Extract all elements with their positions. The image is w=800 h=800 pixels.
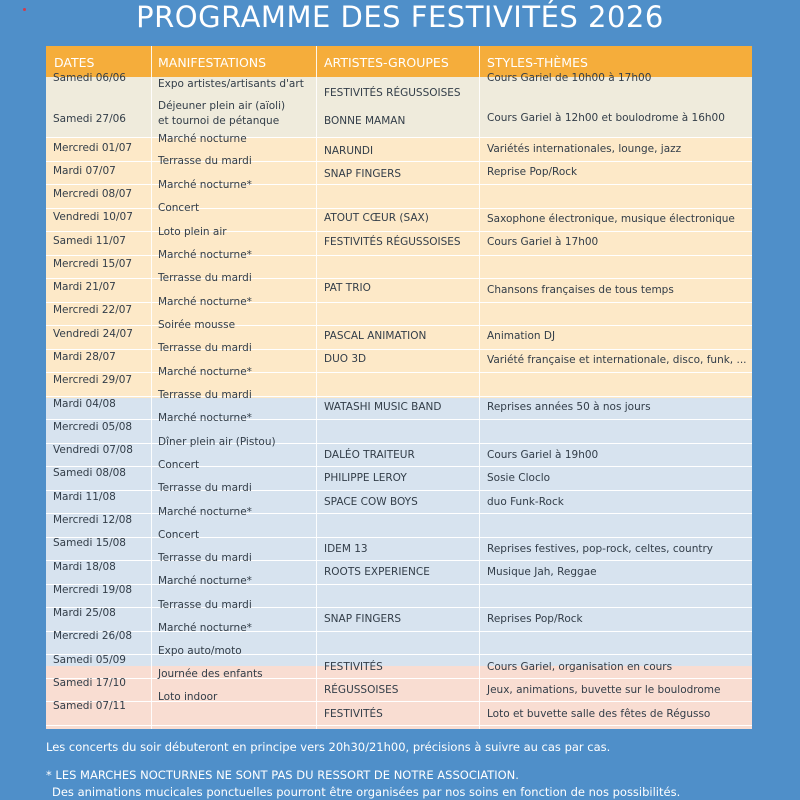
date-cell: Mardi 04/08 xyxy=(53,398,116,410)
date-cell: Samedi 05/09 xyxy=(53,654,126,666)
date-cell: Samedi 17/10 xyxy=(53,677,126,689)
style-cell: Sosie Cloclo xyxy=(487,472,551,484)
date-cell: Vendredi 10/07 xyxy=(53,211,133,223)
manifestation-cell: Journée des enfants xyxy=(158,668,263,680)
date-cell: Samedi 27/06 xyxy=(53,113,126,125)
date-cell: Samedi 15/08 xyxy=(53,537,126,549)
header-dates: DATES xyxy=(54,55,95,70)
style-cell: Reprises Pop/Rock xyxy=(487,613,583,625)
manifestation-cell: Terrasse du mardi xyxy=(158,599,252,611)
date-cell: Mardi 21/07 xyxy=(53,281,116,293)
date-cell: Mardi 28/07 xyxy=(53,351,116,363)
manifestation-cell: Marché nocturne* xyxy=(158,179,252,191)
date-cell: Mercredi 26/08 xyxy=(53,630,133,642)
manifestation-cell: Loto plein air xyxy=(158,226,227,238)
manifestation-cell: Soirée mousse xyxy=(158,319,236,331)
manifestation-cell: Terrasse du mardi xyxy=(158,155,252,167)
artist-cell: DUO 3D xyxy=(324,353,367,365)
manifestation-cell: Concert xyxy=(158,459,200,471)
header-manifestations: MANIFESTATIONS xyxy=(158,55,267,70)
manifestation-cell: Marché nocturne* xyxy=(158,296,252,308)
date-cell: Mercredi 19/08 xyxy=(53,584,133,596)
manifestation-cell: Terrasse du mardi xyxy=(158,552,252,564)
header-artists: ARTISTES-GROUPES xyxy=(324,55,449,70)
manifestation-cell: Concert xyxy=(158,202,200,214)
style-cell: Variétés internationales, lounge, jazz xyxy=(487,143,682,155)
style-cell: Loto et buvette salle des fêtes de Régusso xyxy=(487,708,711,720)
date-cell: Samedi 08/08 xyxy=(53,467,126,479)
footnote-markets: * LES MARCHES NOCTURNES NE SONT PAS DU RESSORT DE NOTRE ASSOCIATION. xyxy=(46,768,519,782)
column-divider xyxy=(316,46,317,729)
artist-cell: PHILIPPE LEROY xyxy=(324,472,407,484)
date-cell: Mercredi 08/07 xyxy=(53,188,133,200)
manifestation-cell: Concert xyxy=(158,529,200,541)
date-cell: Mardi 25/08 xyxy=(53,607,116,619)
artist-cell: PASCAL ANIMATION xyxy=(324,330,427,342)
date-cell: Mercredi 05/08 xyxy=(53,421,133,433)
manifestation-cell: Terrasse du mardi xyxy=(158,389,252,401)
page-title: PROGRAMME DES FESTIVITÉS 2026 xyxy=(136,0,664,34)
manifestation-cell: Expo artistes/artisants d'art xyxy=(158,78,304,90)
style-cell: Animation DJ xyxy=(487,330,556,342)
style-cell: Cours Gariel de 10h00 à 17h00 xyxy=(487,72,652,84)
style-cell: Jeux, animations, buvette sur le boulodrome xyxy=(487,684,721,696)
column-divider xyxy=(479,46,480,729)
style-cell: Reprise Pop/Rock xyxy=(487,166,578,178)
artist-cell: PAT TRIO xyxy=(324,282,371,294)
style-cell: Reprises festives, pop-rock, celtes, country xyxy=(487,543,714,555)
style-cell: Cours Gariel, organisation en cours xyxy=(487,661,673,673)
date-cell: Mercredi 12/08 xyxy=(53,514,133,526)
artist-cell: SPACE COW BOYS xyxy=(324,496,418,508)
artist-cell: FESTIVITÉS xyxy=(324,708,383,720)
manifestation-cell: Expo auto/moto xyxy=(158,645,242,657)
date-cell: Mardi 18/08 xyxy=(53,561,116,573)
artist-cell: DALÉO TRAITEUR xyxy=(324,449,415,461)
date-cell: Mercredi 15/07 xyxy=(53,258,133,270)
date-cell: Mercredi 22/07 xyxy=(53,304,133,316)
manifestation-cell: Marché nocturne* xyxy=(158,575,252,587)
style-cell: Chansons françaises de tous temps xyxy=(487,284,674,296)
manifestation-cell: Terrasse du mardi xyxy=(158,272,252,284)
date-cell: Samedi 11/07 xyxy=(53,235,126,247)
manifestation-cell: Loto indoor xyxy=(158,691,218,703)
artist-cell: FESTIVITÉS RÉGUSSOISES xyxy=(324,236,461,248)
date-cell: Mercredi 01/07 xyxy=(53,142,133,154)
style-cell: Variété française et internationale, disco, funk, ... xyxy=(487,354,747,366)
style-cell: Cours Gariel à 19h00 xyxy=(487,449,599,461)
header-styles: STYLES-THÈMES xyxy=(487,55,588,70)
artist-cell: ATOUT CŒUR (SAX) xyxy=(324,212,429,224)
style-cell: Musique Jah, Reggae xyxy=(487,566,597,578)
artist-cell: NARUNDI xyxy=(324,145,374,157)
artist-cell: FESTIVITÉS RÉGUSSOISES xyxy=(324,87,461,99)
column-divider xyxy=(151,46,152,729)
artist-cell: IDEM 13 xyxy=(324,543,368,555)
manifestation-cell: Terrasse du mardi xyxy=(158,342,252,354)
date-cell: Mardi 11/08 xyxy=(53,491,116,503)
artist-cell: ROOTS EXPERIENCE xyxy=(324,566,430,578)
manifestation-cell: Marché nocturne xyxy=(158,133,247,145)
date-cell: Mercredi 29/07 xyxy=(53,374,133,386)
manifestation-cell: Dîner plein air (Pistou) xyxy=(158,436,276,448)
artist-cell: BONNE MAMAN xyxy=(324,115,406,127)
date-cell: Mardi 07/07 xyxy=(53,165,116,177)
footnote-animations: Des animations mucicales ponctuelles pourront être organisées par nos soins en fonction de nos possibilités. xyxy=(52,785,681,799)
style-cell: Reprises années 50 à nos jours xyxy=(487,401,651,413)
artist-cell: WATASHI MUSIC BAND xyxy=(324,401,442,413)
manifestation-cell: et tournoi de pétanque xyxy=(158,115,280,127)
style-cell: Cours Gariel à 12h00 et boulodrome à 16h00 xyxy=(487,112,725,124)
footnote-concerts: Les concerts du soir débuteront en principe vers 20h30/21h00, précisions à suivre au cas par cas. xyxy=(46,740,611,754)
artist-cell: SNAP FINGERS xyxy=(324,613,402,625)
date-cell: Samedi 06/06 xyxy=(53,72,126,84)
artist-cell: FESTIVITÉS xyxy=(324,661,383,673)
manifestation-cell: Marché nocturne* xyxy=(158,249,252,261)
festivities-table xyxy=(46,46,752,729)
date-cell: Vendredi 07/08 xyxy=(53,444,133,456)
manifestation-cell: Marché nocturne* xyxy=(158,622,252,634)
artist-cell: SNAP FINGERS xyxy=(324,168,402,180)
date-cell: Samedi 07/11 xyxy=(53,700,126,712)
style-cell: duo Funk-Rock xyxy=(487,496,564,508)
manifestation-cell: Déjeuner plein air (aïoli) xyxy=(158,100,286,112)
artist-cell: RÉGUSSOISES xyxy=(324,684,399,696)
manifestation-cell: Terrasse du mardi xyxy=(158,482,252,494)
date-cell: Vendredi 24/07 xyxy=(53,328,133,340)
manifestation-cell: Marché nocturne* xyxy=(158,506,252,518)
manifestation-cell: Marché nocturne* xyxy=(158,412,252,424)
style-cell: Cours Gariel à 17h00 xyxy=(487,236,599,248)
manifestation-cell: Marché nocturne* xyxy=(158,366,252,378)
style-cell: Saxophone électronique, musique électronique xyxy=(487,213,735,225)
